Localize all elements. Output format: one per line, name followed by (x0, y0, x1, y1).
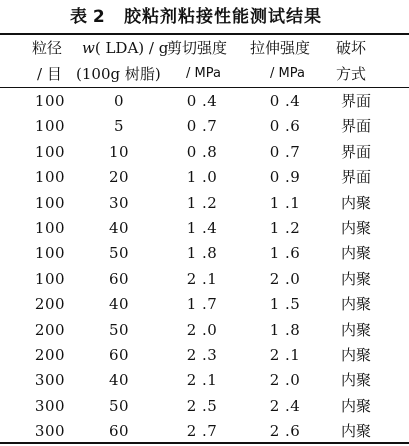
cell-particle-size: 300 (34, 371, 66, 390)
cell-particle-size: 100 (34, 117, 66, 136)
cell-shear-strength: 1 .7 (186, 295, 218, 314)
cell-particle-size: 200 (34, 295, 66, 314)
cell-lda-mass: 50 (108, 244, 130, 263)
cell-failure-mode: 内聚 (340, 244, 371, 263)
cell-failure-mode: 内聚 (340, 371, 371, 390)
cell-tensile-strength: 2 .1 (269, 346, 301, 364)
table-row (0, 394, 409, 419)
cell-shear-strength: 1 .8 (186, 244, 218, 263)
cell-failure-mode: 内聚 (340, 346, 371, 364)
header-shear-unit: / MPa (186, 66, 221, 81)
header-rule (0, 87, 409, 88)
cell-tensile-strength: 2 .6 (269, 422, 301, 441)
cell-shear-strength: 2 .3 (186, 346, 218, 364)
cell-particle-size: 100 (34, 168, 66, 187)
table-row (0, 318, 409, 343)
table-title: 胶粘剂粘接性能测试结果 (124, 7, 322, 27)
cell-failure-mode: 内聚 (340, 193, 371, 212)
cell-lda-mass: 0 (113, 92, 125, 110)
cell-particle-size: 300 (34, 422, 66, 441)
header-lda-var: w (82, 39, 95, 57)
cell-particle-size: 100 (34, 193, 66, 212)
table-row (0, 114, 409, 139)
cell-particle-size: 100 (34, 244, 66, 263)
cell-lda-mass: 20 (108, 168, 130, 187)
cell-tensile-strength: 0 .6 (269, 117, 301, 136)
cell-shear-strength: 2 .0 (186, 320, 218, 339)
header-lda-rest: ( LDA) / g (94, 39, 169, 57)
bottom-rule (0, 442, 409, 444)
cell-shear-strength: 2 .5 (186, 396, 218, 415)
table-row (0, 241, 409, 266)
cell-tensile-strength: 1 .6 (269, 244, 301, 263)
cell-failure-mode: 内聚 (340, 422, 371, 441)
table-row (0, 140, 409, 165)
cell-tensile-strength: 0 .9 (269, 168, 301, 187)
cell-particle-size: 100 (34, 142, 66, 161)
cell-shear-strength: 1 .0 (186, 168, 218, 187)
cell-lda-mass: 5 (113, 117, 125, 136)
cell-tensile-strength: 1 .5 (269, 295, 301, 314)
cell-tensile-strength: 2 .0 (269, 371, 301, 390)
cell-particle-size: 200 (34, 346, 66, 364)
cell-lda-mass: 60 (108, 346, 130, 364)
cell-failure-mode: 界面 (340, 168, 371, 187)
table-row (0, 267, 409, 292)
cell-lda-mass: 40 (108, 295, 130, 314)
cell-lda-mass: 50 (108, 396, 130, 415)
cell-particle-size: 100 (34, 269, 66, 288)
cell-tensile-strength: 1 .1 (269, 193, 301, 212)
cell-failure-mode: 内聚 (340, 269, 371, 288)
cell-failure-mode: 界面 (340, 92, 371, 110)
header-tensile-unit: / MPa (270, 66, 305, 81)
header-tensile-strength: 拉伸强度 (250, 39, 311, 57)
cell-failure-mode: 内聚 (340, 320, 371, 339)
table-row (0, 368, 409, 393)
table-row (0, 292, 409, 317)
cell-lda-mass: 40 (108, 371, 130, 390)
cell-shear-strength: 1 .4 (186, 219, 218, 237)
cell-tensile-strength: 2 .4 (269, 396, 301, 415)
table-caption (0, 5, 409, 29)
cell-shear-strength: 1 .2 (186, 193, 218, 212)
header-particle-unit: / 目 (37, 65, 62, 83)
cell-particle-size: 100 (34, 219, 66, 237)
cell-tensile-strength: 1 .8 (269, 320, 301, 339)
table-row (0, 165, 409, 190)
cell-particle-size: 100 (34, 92, 66, 110)
cell-shear-strength: 0 .7 (186, 117, 218, 136)
table-row (0, 343, 409, 368)
cell-shear-strength: 2 .7 (186, 422, 218, 441)
cell-tensile-strength: 2 .0 (269, 269, 301, 288)
cell-shear-strength: 2 .1 (186, 269, 218, 288)
cell-shear-strength: 0 .4 (186, 92, 218, 110)
cell-tensile-strength: 0 .7 (269, 142, 301, 161)
cell-lda-mass: 30 (108, 193, 130, 212)
cell-lda-mass: 40 (108, 219, 130, 237)
header-lda-unit: (100g 树脂) (76, 65, 161, 83)
cell-lda-mass: 50 (108, 320, 130, 339)
table-row (0, 191, 409, 216)
top-rule (0, 33, 409, 35)
cell-tensile-strength: 0 .4 (269, 92, 301, 110)
cell-shear-strength: 0 .8 (186, 142, 218, 161)
cell-failure-mode: 界面 (340, 142, 371, 161)
cell-tensile-strength: 1 .2 (269, 219, 301, 237)
cell-particle-size: 200 (34, 320, 66, 339)
table-row (0, 216, 409, 241)
header-lda-mass (82, 37, 168, 59)
table-row (0, 89, 409, 114)
header-failure-mode: 破坏 (336, 39, 367, 57)
cell-shear-strength: 2 .1 (186, 371, 218, 390)
cell-lda-mass: 60 (108, 269, 130, 288)
header-particle-size: 粒径 (32, 39, 63, 57)
cell-failure-mode: 内聚 (340, 219, 371, 237)
table-row (0, 419, 409, 444)
cell-particle-size: 300 (34, 396, 66, 415)
cell-lda-mass: 10 (108, 142, 130, 161)
cell-lda-mass: 60 (108, 422, 130, 441)
header-shear-strength: 剪切强度 (167, 39, 228, 57)
cell-failure-mode: 内聚 (340, 295, 371, 314)
cell-failure-mode: 内聚 (340, 396, 371, 415)
table-number: 表 2 (70, 7, 105, 27)
header-failure-mode-2: 方式 (336, 65, 367, 83)
cell-failure-mode: 界面 (340, 117, 371, 136)
